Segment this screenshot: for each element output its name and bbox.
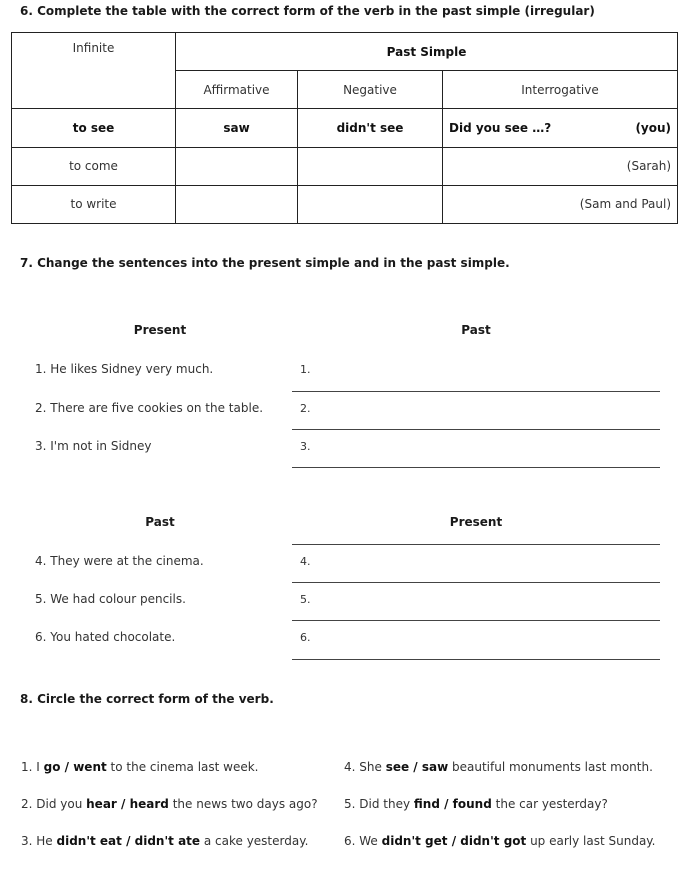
answer-line-6[interactable] (292, 659, 660, 660)
option-a[interactable]: go (43, 760, 61, 774)
exercise-8-heading: 8. Circle the correct form of the verb. (20, 692, 274, 706)
answer-line-4[interactable] (292, 582, 660, 583)
answer-number-3: 3. (300, 440, 311, 453)
past-simple-table (11, 32, 678, 224)
option-b[interactable]: found (452, 797, 492, 811)
negative-cell: didn't see (298, 109, 443, 147)
interrogative-cell[interactable] (443, 185, 678, 223)
negative-cell[interactable] (298, 147, 443, 185)
choice-text: to the cinema last week. (106, 760, 259, 774)
choice-item-5 (344, 797, 608, 811)
sentence-3: 3. I'm not in Sidney (35, 439, 152, 453)
exercise-7-heading: 7. Change the sentences into the present simple and in the past simple. (20, 256, 510, 270)
subheader-interrogative: Interrogative (443, 71, 678, 109)
answer-line-5[interactable] (292, 620, 660, 621)
answer-line-3[interactable] (292, 467, 660, 468)
sentence-5: 5. We had colour pencils. (35, 592, 186, 606)
choice-item-3 (21, 834, 308, 848)
answer-line-1[interactable] (292, 391, 660, 392)
choice-text: 2. Did you (21, 797, 87, 811)
option-b[interactable]: didn't ate (134, 834, 201, 848)
answer-line-2[interactable] (292, 429, 660, 430)
exercise-6-heading: 6. Complete the table with the correct form of the verb in the past simple (irregular) (20, 4, 595, 18)
choice-text: 1. I (21, 760, 44, 774)
choice-item-6 (344, 834, 656, 848)
choice-text: 5. Did they (344, 797, 414, 811)
present-column-header: Present (133, 323, 187, 337)
sentence-1: 1. He likes Sidney very much. (35, 362, 214, 376)
choice-text: 4. She (344, 760, 386, 774)
subheader-negative: Negative (298, 71, 443, 109)
choice-text: beautiful monuments last month. (448, 760, 653, 774)
option-b[interactable]: saw (421, 760, 449, 774)
option-a[interactable]: see (385, 760, 410, 774)
option-a[interactable]: didn't eat (56, 834, 122, 848)
option-a[interactable]: hear (86, 797, 117, 811)
answer-number-5: 5. (300, 593, 311, 606)
option-b[interactable]: heard (129, 797, 169, 811)
verb-cell: to write (12, 185, 176, 223)
answer-number-2: 2. (300, 402, 311, 415)
table-row (12, 147, 678, 185)
option-a[interactable]: find (413, 797, 440, 811)
sentence-6: 6. You hated chocolate. (35, 630, 176, 644)
choice-item-2 (21, 797, 318, 811)
choice-text: the car yesterday? (491, 797, 608, 811)
verb-cell: to come (12, 147, 176, 185)
sentence-2: 2. There are five cookies on the table. (35, 401, 264, 415)
choice-text: the news two days ago? (168, 797, 318, 811)
affirmative-cell[interactable] (176, 185, 298, 223)
option-separator: / (116, 797, 130, 811)
table-row (12, 109, 678, 147)
table-row (12, 185, 678, 223)
option-separator: / (447, 834, 461, 848)
answer-line-top (292, 544, 660, 545)
option-separator: / (121, 834, 135, 848)
subheader-affirmative: Affirmative (176, 71, 298, 109)
interrogative-cell (443, 109, 678, 147)
affirmative-cell: saw (176, 109, 298, 147)
sentence-4: 4. They were at the cinema. (35, 554, 204, 568)
choice-item-4 (344, 760, 653, 774)
choice-text: 3. He (21, 834, 57, 848)
option-b[interactable]: didn't got (460, 834, 527, 848)
option-b[interactable]: went (73, 760, 107, 774)
past-column-header: Past (461, 323, 491, 337)
choice-text: a cake yesterday. (200, 834, 309, 848)
option-a[interactable]: didn't get (381, 834, 448, 848)
choice-text: 6. We (344, 834, 382, 848)
answer-number-1: 1. (300, 363, 311, 376)
past-column-header-2: Past (145, 515, 175, 529)
choice-item-1 (21, 760, 259, 774)
option-separator: / (409, 760, 422, 774)
affirmative-cell[interactable] (176, 147, 298, 185)
answer-number-4: 4. (300, 555, 311, 568)
option-separator: / (439, 797, 453, 811)
option-separator: / (60, 760, 74, 774)
negative-cell[interactable] (298, 185, 443, 223)
interrogative-cell[interactable] (443, 147, 678, 185)
question-text: Did you see …? (449, 120, 552, 135)
header-past-simple: Past Simple (176, 33, 678, 71)
answer-number-6: 6. (300, 631, 311, 644)
subject-text: (Sam and Paul) (579, 197, 672, 212)
present-column-header-2: Present (449, 515, 503, 529)
subject-text: (you) (635, 120, 672, 135)
header-infinite: Infinite (12, 33, 176, 109)
verb-cell: to see (12, 109, 176, 147)
choice-text: up early last Sunday. (526, 834, 656, 848)
subject-text: (Sarah) (626, 159, 672, 174)
